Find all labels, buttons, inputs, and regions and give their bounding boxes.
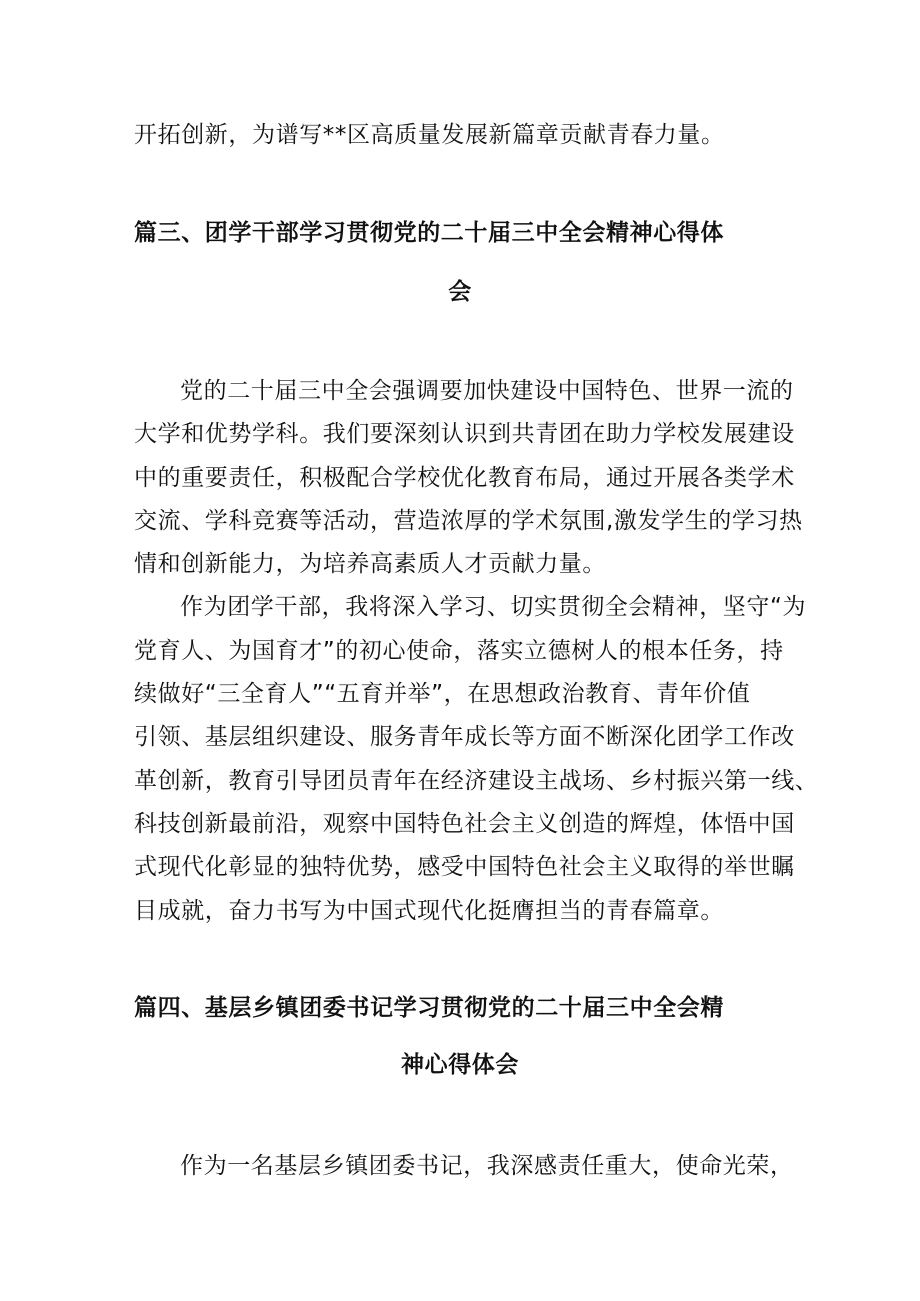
paragraph-line: 作为一名基层乡镇团委书记，我深感责任重大，使命光荣，: [180, 1153, 794, 1179]
paragraph-line: 党育人、为国育才”的初心使命，落实立德树人的根本任务，持: [134, 638, 784, 664]
paragraph-line: 式现代化彰显的独特优势，感受中国特色社会主义取得的举世瞩: [134, 854, 795, 880]
section-3-title-line-1: 篇三、团学干部学习贯彻党的二十届三中全会精神心得体: [134, 220, 724, 246]
section-3-title-line-2: 会: [448, 279, 472, 305]
paragraph-line: 开拓创新，为谱写**区高质量发展新篇章贡献青春力量。: [134, 122, 725, 148]
section-4-title-line-1: 篇四、基层乡镇团委书记学习贯彻党的二十届三中全会精: [134, 995, 724, 1021]
paragraph-line: 引领、基层组织建设、服务青年成长等方面不断深化团学工作改: [134, 724, 795, 750]
paragraph-line: 中的重要责任，积极配合学校优化教育布局，通过开展各类学术: [134, 465, 795, 491]
paragraph-line: 情和创新能力，为培养高素质人才贡献力量。: [134, 551, 606, 577]
paragraph-line: 交流、学科竞赛等活动，营造浓厚的学术氛围,激发学生的学习热: [134, 508, 803, 534]
paragraph-line: 革创新，教育引导团员青年在经济建设主战场、乡村振兴第一线、: [134, 768, 819, 794]
paragraph-line: 大学和优势学科。我们要深刻认识到共青团在助力学校发展建设: [134, 421, 795, 447]
paragraph-line: 目成就，奋力书写为中国式现代化挺膺担当的青春篇章。: [134, 898, 724, 924]
section-4-title-line-2: 神心得体会: [401, 1052, 519, 1078]
paragraph-line: 作为团学干部，我将深入学习、切实贯彻全会精神，坚守“为: [180, 594, 807, 620]
paragraph-line: 党的二十届三中全会强调要加快建设中国特色、世界一流的: [180, 378, 794, 404]
paragraph-line: 续做好“三全育人”“五育并举”，在思想政治教育、青年价值: [134, 681, 751, 707]
paragraph-line: 科技创新最前沿，观察中国特色社会主义创造的辉煌，体悟中国: [134, 811, 795, 837]
